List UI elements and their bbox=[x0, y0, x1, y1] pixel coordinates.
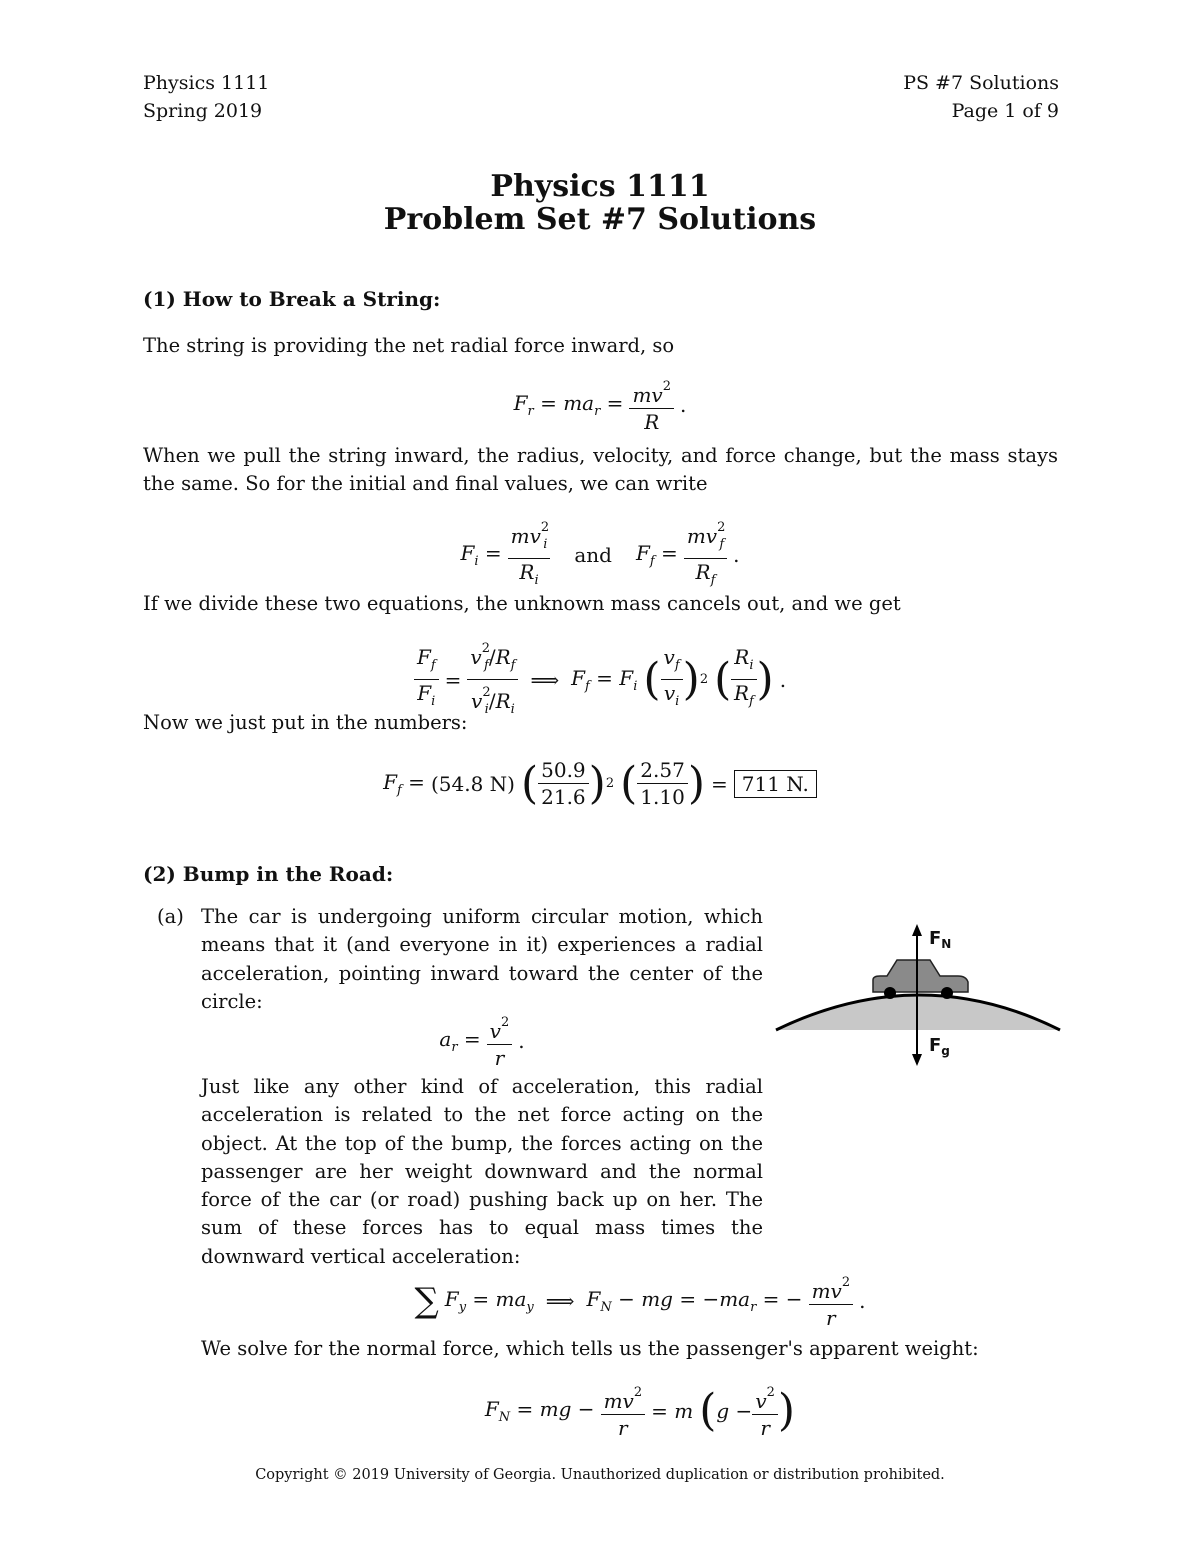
part-a-label: (a) bbox=[157, 905, 184, 928]
copyright-footer: Copyright © 2019 University of Georgia. Unauthorized duplication or distribution prohibited. bbox=[255, 1467, 945, 1483]
equation-numeric: $F_f$ = (54.8 N) ( $\frac{50.9}{21.6}$ ) 2 ( $\frac{2.57}{1.10}$ ) = 711 N. bbox=[0, 757, 1200, 810]
gravity-force-arrowhead bbox=[912, 1054, 922, 1066]
section-2-heading: (2) Bump in the Road: bbox=[143, 862, 394, 886]
radius-initial-value: 2.57 bbox=[637, 757, 688, 784]
car-wheel-front bbox=[884, 987, 896, 999]
answer-box: 711 N. bbox=[734, 770, 817, 798]
section-2-paragraph-1: The car is undergoing uniform circular motion, which means that it (and everyone in it) experiences a radial acceleration, pointing inward toward the center of the circle: bbox=[201, 905, 763, 1013]
radius-final-value: 1.10 bbox=[640, 785, 685, 809]
given-force: (54.8 N) bbox=[430, 771, 515, 796]
header-left bbox=[143, 69, 269, 125]
equation-normal-force: $F_N$ = mg − $\frac{mv^2}{r}$ = m ( g − $\frac{v^2}{r}$ ) bbox=[140, 1380, 1140, 1441]
term: Spring 2019 bbox=[143, 100, 263, 122]
velocity-final-value: 50.9 bbox=[538, 757, 589, 784]
bump-figure bbox=[770, 920, 1070, 1080]
title-line-2: Problem Set #7 Solutions bbox=[383, 202, 817, 237]
and-word: and bbox=[574, 542, 612, 567]
equation-ratio: $\frac{F_f}{F_i}$ = $\frac{v^2_f/R_f}{v^2_i/R_i}$ ⟹ $F_f = F_i$ ( $\frac{v_f}{v_i}$ ) 2 ( $\frac{R_i}{R_f}$ ) . bbox=[0, 636, 1200, 723]
section-1-paragraph-2: When we pull the string inward, the radius, velocity, and force change, but the mass stays the same. So for the initial and final values, we can write bbox=[143, 444, 1058, 496]
document-id: PS #7 Solutions bbox=[903, 72, 1059, 94]
normal-force-arrowhead bbox=[912, 924, 922, 936]
equation-initial-final: $F_i$ = $\frac{mv^2_i}{R_i}$ and $F_f$ = $\frac{mv^2_f}{R_f}$ . bbox=[0, 515, 1200, 594]
page-title bbox=[0, 170, 1200, 236]
equation-radial-force: $F_r = ma_r$ = $\frac{mv^2}{R}$ . bbox=[0, 374, 1200, 435]
equation-radial-acceleration: $a_r$ = $\frac{v^2}{r}$ . bbox=[201, 1010, 763, 1071]
section-1-paragraph-1: The string is providing the net radial force inward, so bbox=[143, 334, 675, 357]
header-right bbox=[903, 69, 1059, 125]
bump-diagram bbox=[770, 920, 1070, 1080]
section-1-heading: (1) How to Break a String: bbox=[143, 287, 441, 311]
velocity-initial-value: 21.6 bbox=[541, 785, 586, 809]
section-2-paragraph-2: Just like any other kind of acceleration, this radial acceleration is related to the net force acting on the object. At the top of the bump, the forces acting on the passenger are her weight downward and the normal force of the car (or road) pushing back up on her. The sum of these forces has to equal mass times the downward vertical acceleration: bbox=[201, 1075, 763, 1268]
page-number: Page 1 of 9 bbox=[951, 100, 1059, 122]
title-line-1: Physics 1111 bbox=[490, 169, 710, 204]
car-body bbox=[873, 960, 968, 992]
section-1-paragraph-4: Now we just put in the numbers: bbox=[143, 711, 468, 734]
section-2-paragraph-3: We solve for the normal force, which tells us the passenger's apparent weight: bbox=[201, 1337, 979, 1360]
gravity-force-label: $F_g$ bbox=[929, 1035, 950, 1058]
section-1-paragraph-3: If we divide these two equations, the unknown mass cancels out, and we get bbox=[143, 592, 901, 615]
car-wheel-rear bbox=[941, 987, 953, 999]
normal-force-label: $F_N$ bbox=[929, 928, 952, 951]
course-name: Physics 1111 bbox=[143, 72, 270, 94]
equation-sum-forces: ∑ $F_y = ma_y$ ⟹ $F_N$ − mg = $-ma_r$ = − $\frac{mv^2}{r}$ . bbox=[140, 1270, 1140, 1331]
